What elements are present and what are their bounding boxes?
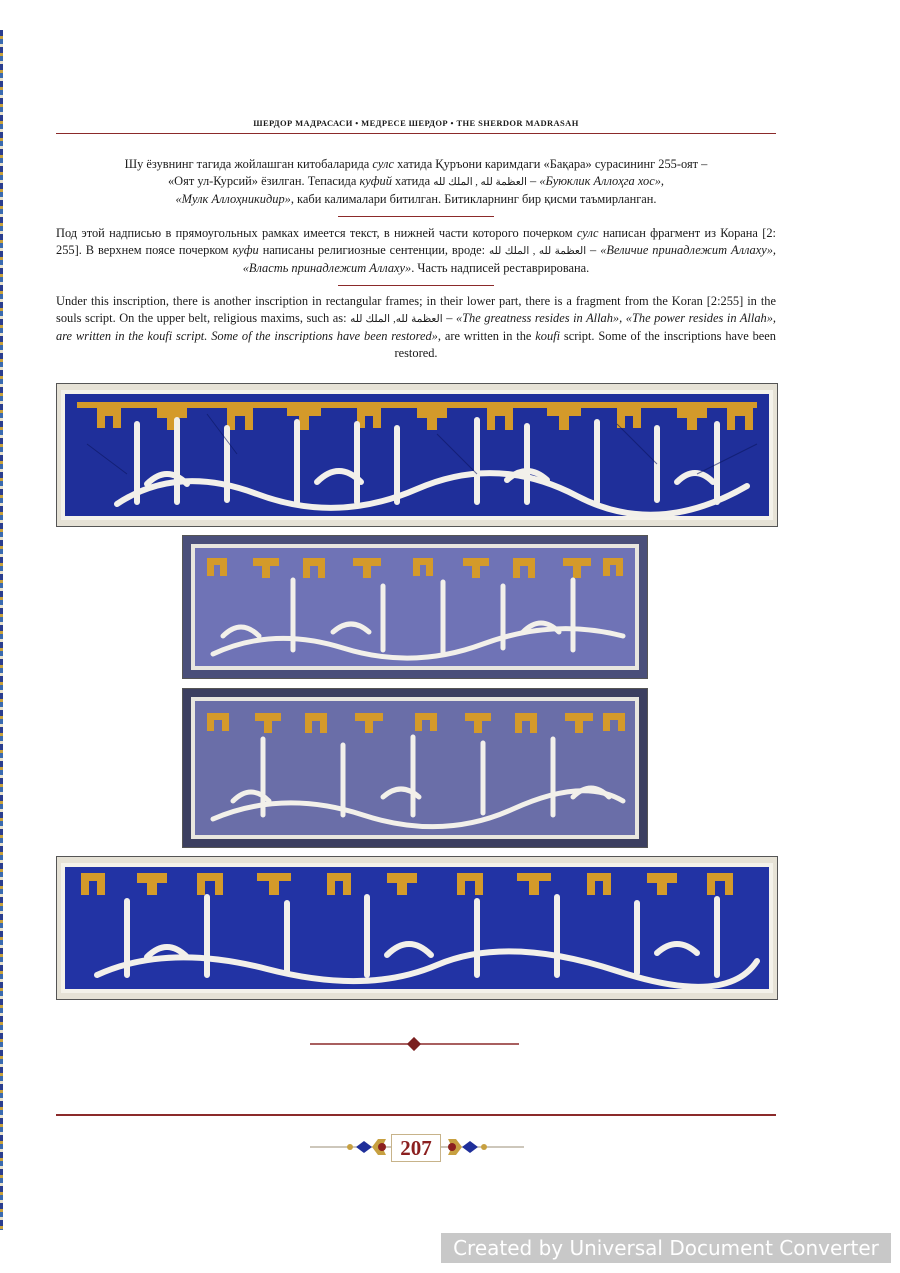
uzbek-text: хатида Қуръони каримдаги «Бақара» сурасининг 255-оят – — [394, 157, 708, 171]
converter-watermark: Created by Universal Document Converter — [441, 1233, 891, 1263]
uzbek-text: , каби калималари битилган. Битикларнинг бир қисми таъмирланган. — [290, 192, 657, 206]
inscription-photo-1 — [56, 383, 778, 527]
english-text: – — [442, 311, 456, 325]
english-text: , are written in the — [437, 329, 536, 343]
russian-text: . Часть надписей реставрирована. — [411, 261, 590, 275]
page-number: 207 — [391, 1134, 441, 1162]
arabic-maxims: العظمة لله , الملك لله — [433, 177, 527, 188]
russian-italic-quote: «Величие принадлежит Аллаху», «Власть принадлежит Аллаху» — [242, 243, 777, 275]
uzbek-text: хатида — [391, 174, 434, 188]
russian-paragraph — [56, 225, 776, 277]
arabic-maxims: العظمة لله, الملك لله — [350, 314, 443, 325]
russian-text: – — [586, 243, 601, 257]
english-text: script. Some of the inscriptions have been restored. — [394, 329, 776, 360]
russian-italic-term: сулс — [576, 226, 599, 240]
russian-text: написаны религиозные сентенции, вроде: — [258, 243, 490, 257]
russian-text: Под этой надписью в прямоугольных рамках имеется текст, в нижней части которого почерком — [56, 226, 577, 240]
separator-rule — [338, 216, 494, 217]
arabic-maxims: العظمة لله , الملك لله — [489, 246, 587, 257]
uzbek-italic-quote: «Буюклик Аллоҳга хос», — [539, 174, 664, 188]
english-text: Under this inscription, there is another inscription in rectangular frames; in their lower part, there is a fragment from the Koran [2:255] in the souls script. On the upper belt, religious maxims, such as: — [56, 294, 776, 325]
uzbek-paragraph — [56, 156, 776, 208]
diamond-divider-ornament — [310, 1037, 519, 1051]
uzbek-text: Шу ёзувнинг тагида жойлашган китобаларида — [124, 157, 373, 171]
header-rule — [56, 133, 776, 134]
russian-text: написан фрагмент из Корана [2: 255]. В верхнем поясе почерком — [56, 226, 776, 257]
inscription-photo-3 — [182, 688, 648, 848]
left-edge-ornament — [0, 30, 3, 1230]
inscription-photo-4 — [56, 856, 778, 1000]
english-italic-term: koufi — [535, 329, 561, 343]
english-italic-quote: «The greatness resides in Allah», «The power resides in Allah», are written in the koufi script. Some of the inscriptions have been restored» — [56, 311, 776, 343]
uzbek-italic-term: сулс — [372, 157, 395, 171]
uzbek-italic-quote: «Мулк Аллоҳникидир» — [175, 192, 291, 206]
uzbek-text: «Оят ул-Курсий» ёзилган. Тепасида — [167, 174, 360, 188]
uzbek-text: – — [526, 174, 540, 188]
english-paragraph — [56, 293, 776, 362]
separator-rule — [338, 285, 494, 286]
inscription-photo-2 — [182, 535, 648, 679]
footer-rule — [56, 1114, 776, 1116]
uzbek-italic-term: куфий — [359, 174, 392, 188]
running-header: ШЕРДОР МАДРАСАСИ • МЕДРЕСЕ ШЕРДОР • THE SHERDOR MADRASAH — [253, 118, 579, 128]
russian-italic-term: куфи — [232, 243, 259, 257]
